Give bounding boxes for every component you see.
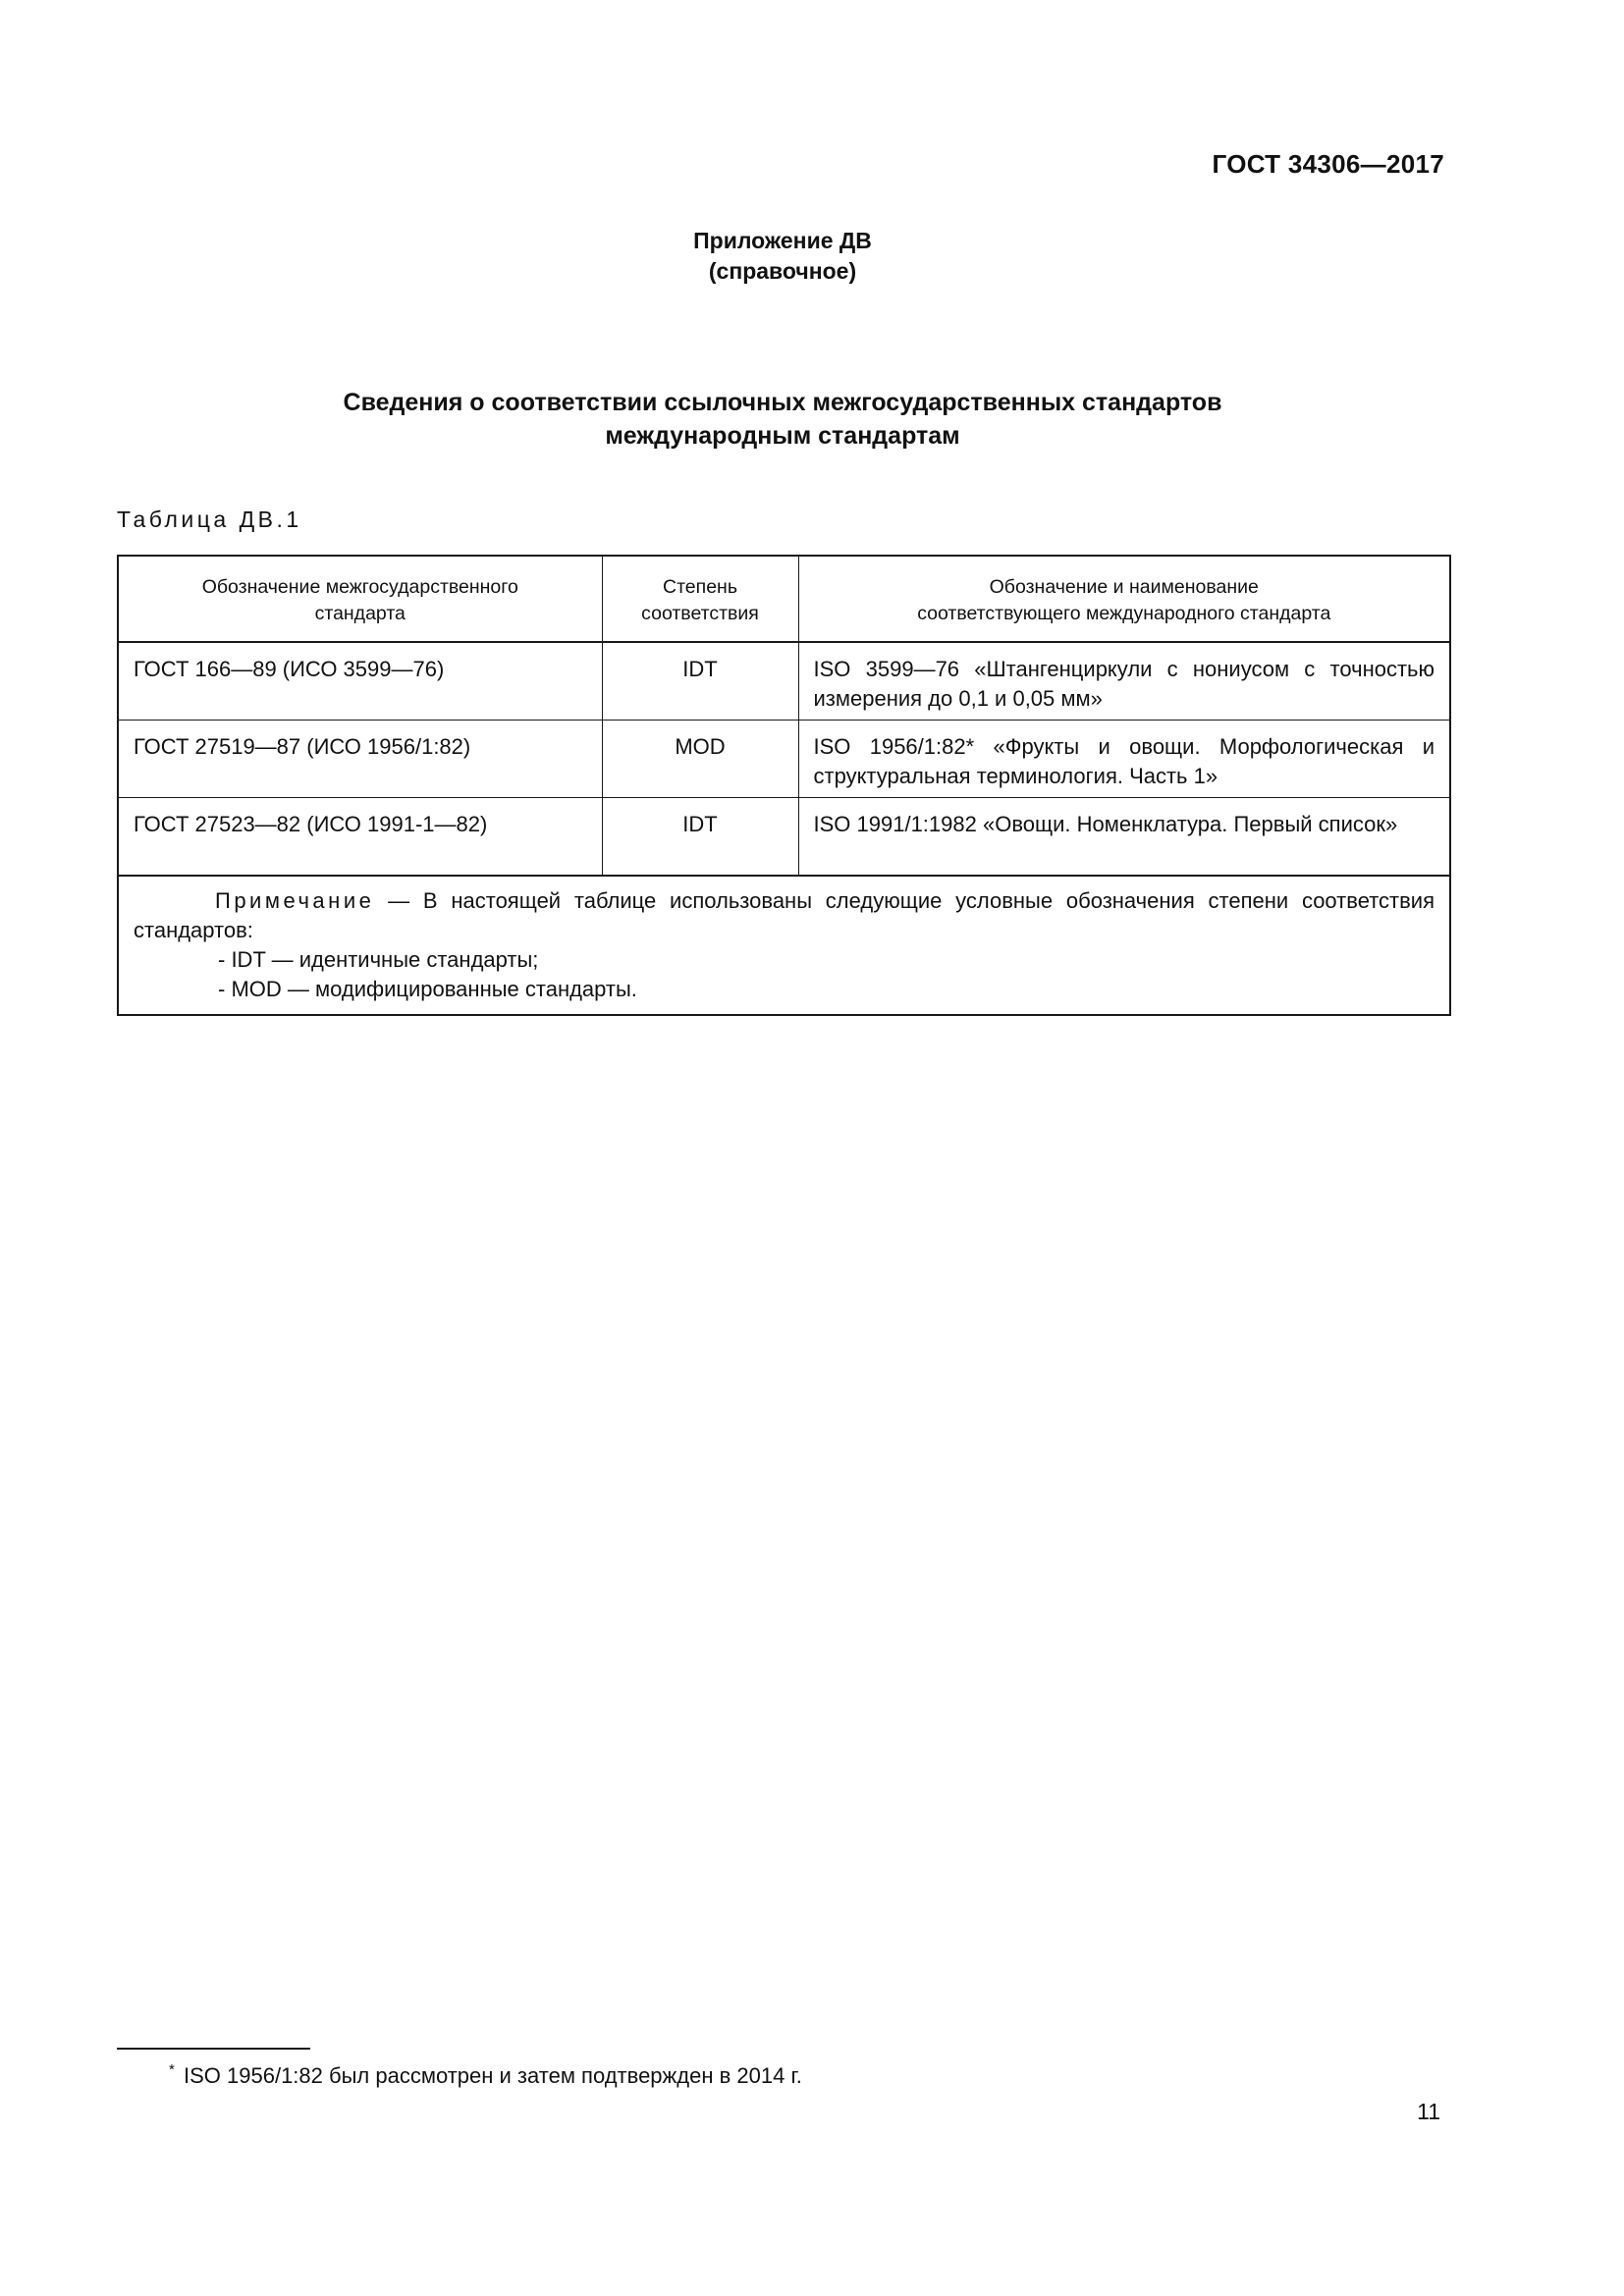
table-note-row: [118, 876, 1450, 1015]
annex-heading: [0, 226, 1565, 287]
section-title-line-2: международным стандартам: [605, 422, 960, 450]
header-degree-of-correspondence: [602, 556, 798, 642]
document-code: ГОСТ 34306—2017: [1212, 149, 1444, 179]
header-degree-line-1: Степень: [663, 576, 737, 598]
table-row: [118, 642, 1450, 721]
note-item-idt: - IDT — идентичные стандарты;: [218, 947, 539, 972]
footnote-separator: [117, 2048, 310, 2050]
footnote: [169, 2061, 802, 2091]
table-caption: Таблица ДВ.1: [117, 507, 302, 532]
header-interstate-standard: [118, 556, 602, 642]
degree-cell: IDT: [602, 642, 798, 721]
interstate-standard-cell: ГОСТ 166—89 (ИСО 3599—76): [118, 642, 602, 721]
note-label: Примечание: [215, 888, 375, 913]
section-title: [0, 386, 1565, 453]
degree-cell: IDT: [602, 798, 798, 877]
annex-title: Приложение ДВ: [693, 228, 872, 253]
table-row: [118, 721, 1450, 798]
section-title-line-1: Сведения о соответствии ссылочных межгосударственных стандартов: [343, 389, 1222, 416]
page-number: 11: [1417, 2099, 1440, 2124]
header-international-line-2: соответствующего международного стандарта: [917, 603, 1331, 624]
header-international-line-1: Обозначение и наименование: [989, 576, 1259, 598]
annex-status: (справочное): [708, 258, 857, 284]
international-standard-cell: ISO 1991/1:1982 «Овощи. Номенклатура. Первый список»: [798, 798, 1450, 877]
note-body: — В настоящей таблице использованы следующие условные обозначения степени соответствия стандартов:: [134, 888, 1435, 942]
header-interstate-line-1: Обозначение межгосударственного: [201, 576, 518, 598]
degree-cell: MOD: [602, 721, 798, 798]
international-standard-cell: ISO 3599—76 «Штангенциркули с нониусом с точностью измерения до 0,1 и 0,05 мм»: [798, 642, 1450, 721]
table-header-row: [118, 556, 1450, 642]
standards-table: [117, 555, 1451, 1016]
interstate-standard-cell: ГОСТ 27523—82 (ИСО 1991-1—82): [118, 798, 602, 877]
table-note: [118, 876, 1450, 1015]
note-item-mod: - MOD — модифицированные стандарты.: [218, 977, 637, 1001]
footnote-mark: *: [169, 2061, 175, 2078]
header-interstate-line-2: стандарта: [314, 603, 406, 624]
interstate-standard-cell: ГОСТ 27519—87 (ИСО 1956/1:82): [118, 721, 602, 798]
footnote-text: ISO 1956/1:82 был рассмотрен и затем подтвержден в 2014 г.: [184, 2063, 802, 2088]
international-standard-cell: ISO 1956/1:82* «Фрукты и овощи. Морфологическая и структуральная терминология. Часть 1»: [798, 721, 1450, 798]
header-degree-line-2: соответствия: [641, 603, 759, 624]
note-text: [134, 886, 1435, 945]
header-international-standard: [798, 556, 1450, 642]
table-row: [118, 798, 1450, 877]
